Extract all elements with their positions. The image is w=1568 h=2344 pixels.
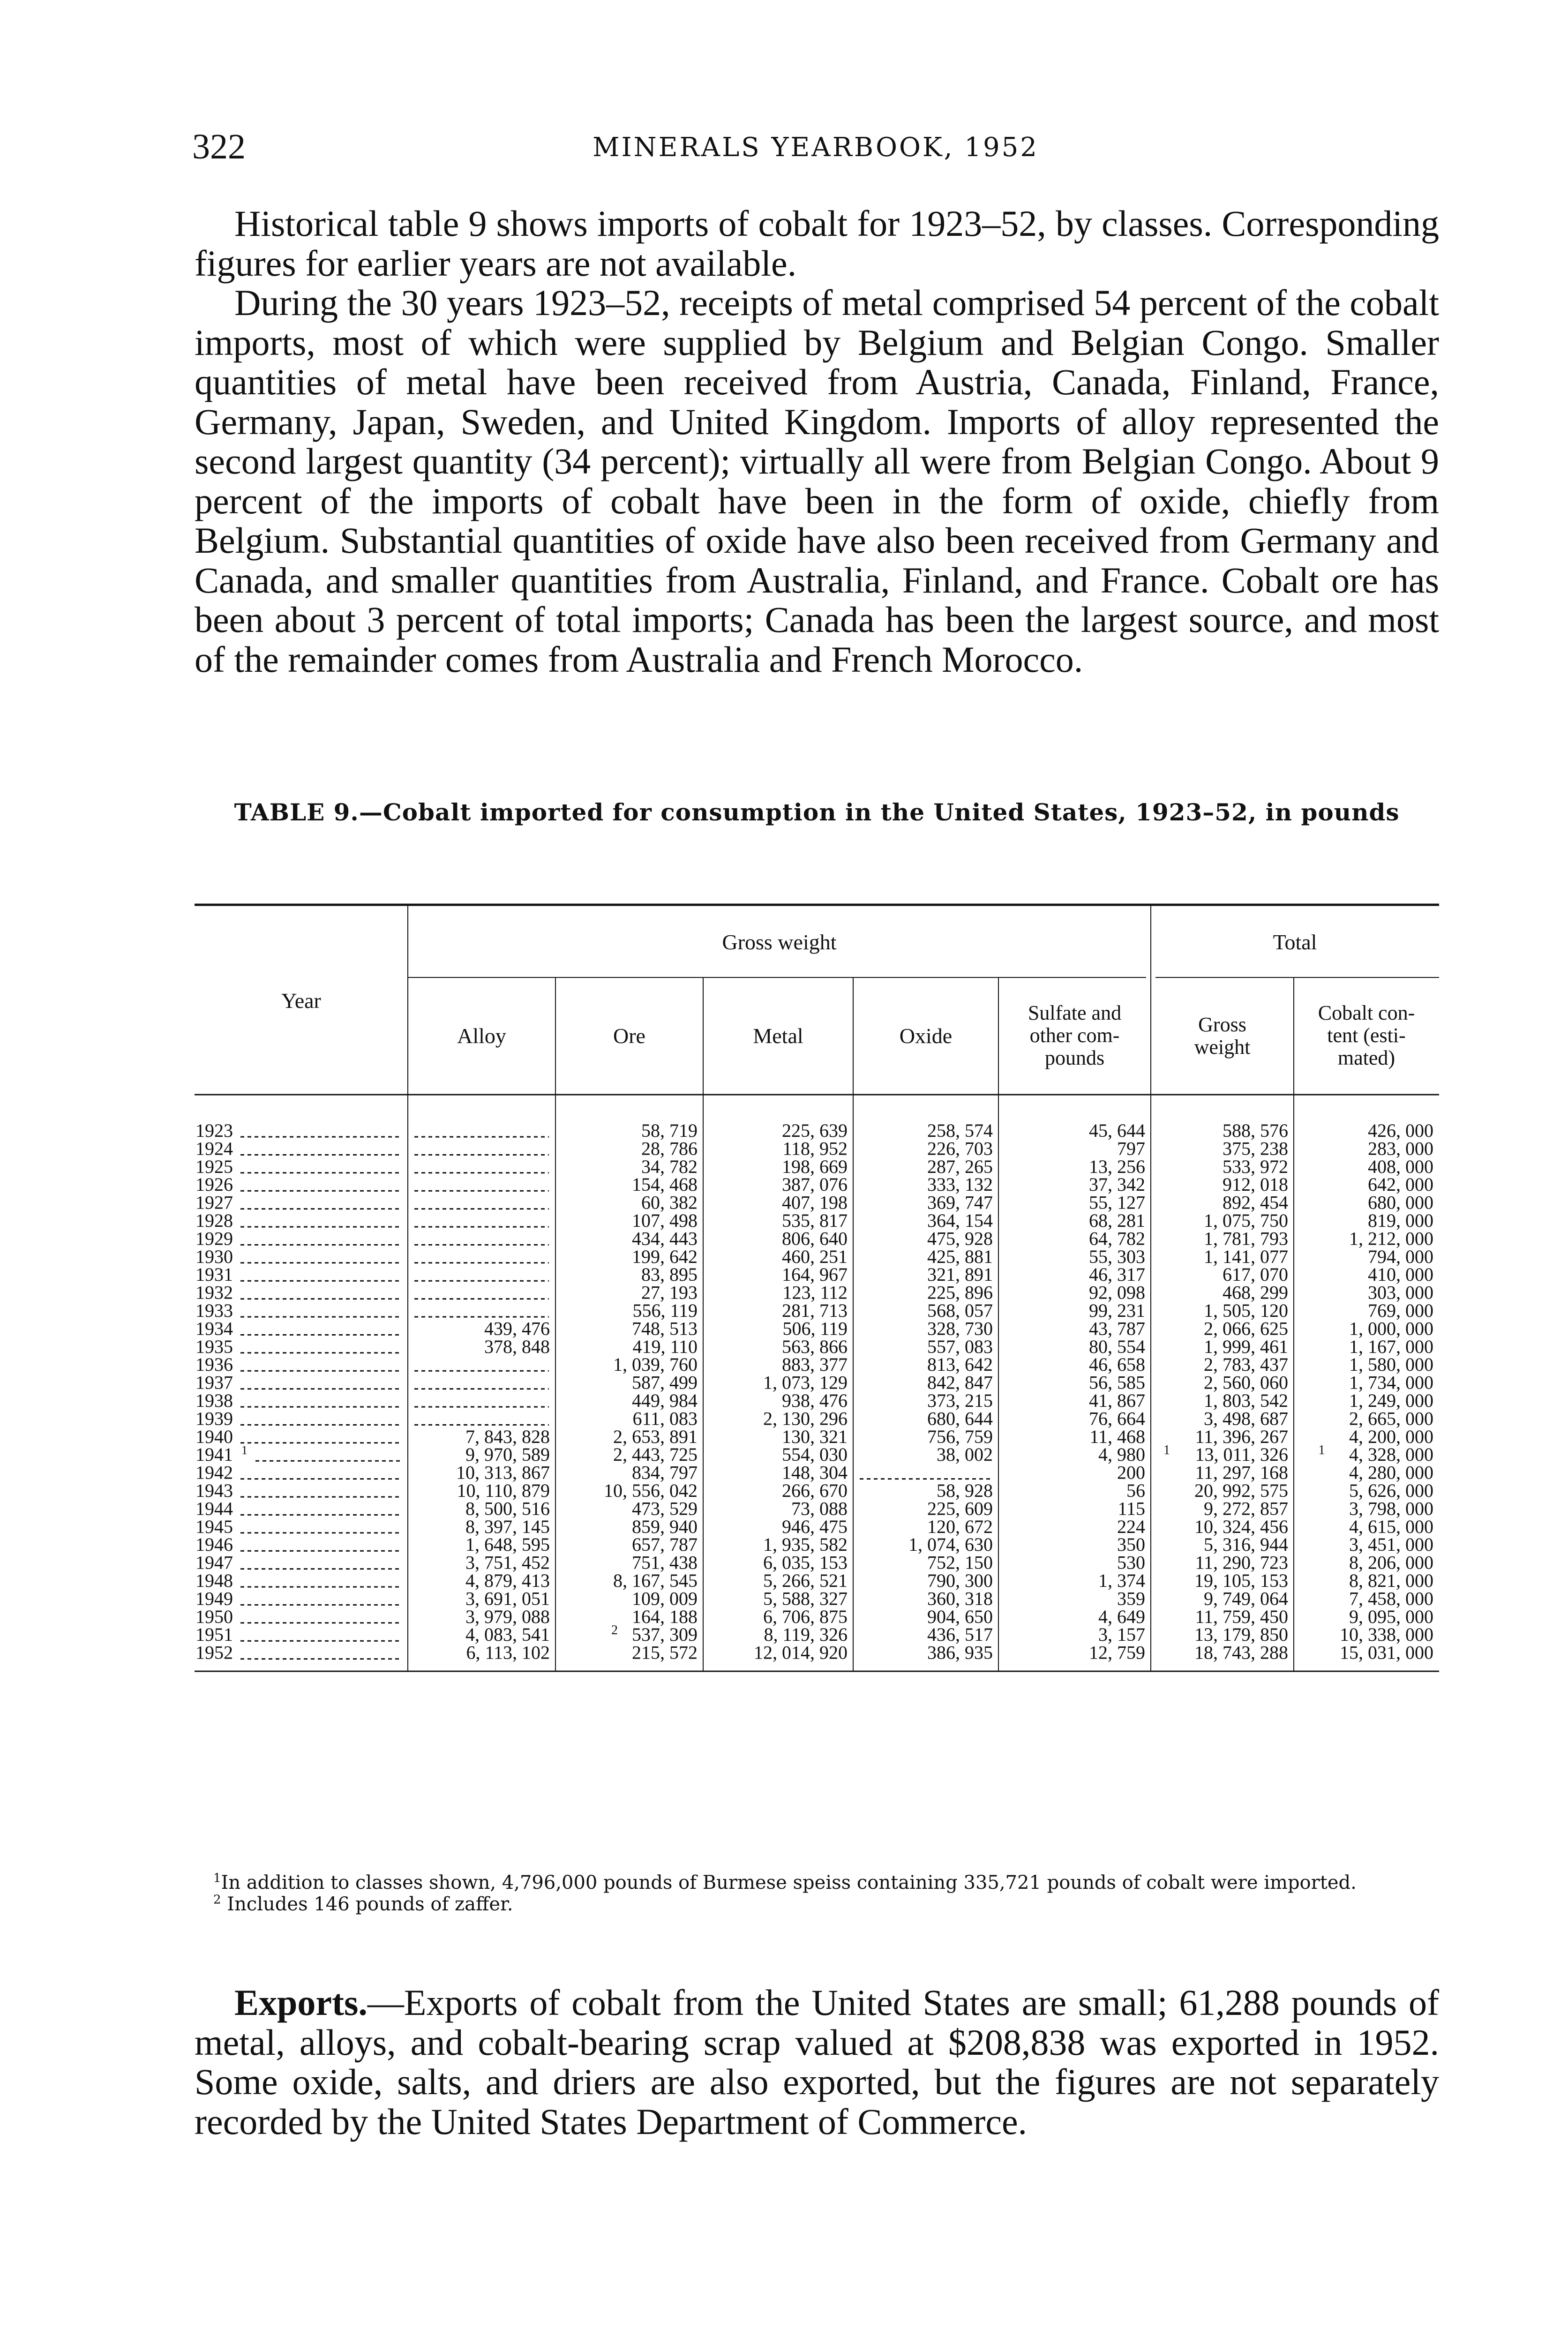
cell-sulfate: 55, 303: [1089, 1246, 1145, 1267]
cell-ore: 449, 984: [632, 1390, 698, 1411]
cell-gross: 617, 070: [1223, 1264, 1288, 1285]
cell-metal: 938, 476: [782, 1390, 848, 1411]
header-cobalt-content-line: Cobalt con-: [1318, 1001, 1415, 1024]
cell-oxide: 842, 847: [927, 1372, 993, 1393]
footnote-1-text: In addition to classes shown, 4,796,000 pounds of Burmese speiss containing 335,721 pounds of cobalt were imported.: [221, 1872, 1357, 1893]
cell-alloy: 8, 397, 145: [465, 1516, 550, 1537]
cell-sulfate: 41, 867: [1089, 1390, 1145, 1411]
cell-sulfate: 3, 157: [1098, 1624, 1145, 1645]
cell-sulfate: 99, 231: [1089, 1300, 1145, 1321]
header-metal: Metal: [753, 1024, 803, 1048]
cell-alloy: 378, 848: [484, 1336, 550, 1357]
cell-cobalt: 10, 338, 000: [1340, 1624, 1433, 1645]
header-sulfate-line: pounds: [1044, 1046, 1105, 1069]
cell-ore: 748, 513: [632, 1318, 698, 1339]
cell-oxide: 225, 609: [927, 1498, 993, 1519]
cell-year: 1941: [195, 1444, 233, 1465]
header-cobalt-content-line: mated): [1337, 1046, 1395, 1069]
cell-oxide: 752, 150: [927, 1552, 993, 1573]
cell-ore: 28, 786: [641, 1138, 698, 1159]
cell-cobalt: 7, 458, 000: [1349, 1588, 1433, 1609]
intro-paragraph-2: During the 30 years 1923–52, receipts of metal comprised 54 percent of the cobalt imports, most of which were supplied by Belgium and Belgian Congo. Smaller quantities of metal have been received from Austria, Canada, Finland, France, Germany, Japan, Sweden, and United Kingdom. Imports of alloy represented the second largest quantity (34 percent); virtually all were from Belgian Congo. About 9 percent of the imports of cobalt have been in the form of oxide, chiefly from Belgium. Substantial quantities of oxide have also been received from Germany and Canada, and smaller quantities from Australia, Finland, and France. Cobalt ore has been about 3 percent of total imports; Canada has been the largest source, and most of the remainder comes from Australia and French Morocco.: [195, 282, 1439, 680]
cell-sulfate: 4, 980: [1098, 1444, 1145, 1465]
cell-sulfate: 80, 554: [1089, 1336, 1145, 1357]
cell-year: 1947: [195, 1552, 233, 1573]
cell-cobalt: 1, 249, 000: [1349, 1390, 1433, 1411]
cell-gross: 1, 141, 077: [1204, 1246, 1288, 1267]
cell-oxide: 321, 891: [927, 1264, 993, 1285]
cell-gross: 19, 105, 153: [1194, 1570, 1288, 1591]
cell-alloy: 4, 879, 413: [465, 1570, 550, 1591]
cell-year: 1952: [195, 1642, 233, 1663]
header-oxide: Oxide: [899, 1024, 953, 1048]
cell-sulfate: 76, 664: [1089, 1408, 1145, 1429]
cell-year: 1950: [195, 1606, 233, 1627]
cell-year: 1928: [195, 1210, 233, 1231]
cell-sulfate: 797: [1117, 1138, 1145, 1159]
cell-year: 1932: [195, 1282, 233, 1303]
cell-cobalt: 794, 000: [1368, 1246, 1433, 1267]
cell-year: 1925: [195, 1156, 233, 1177]
cell-cobalt: 408, 000: [1368, 1156, 1433, 1177]
cell-sulfate: 46, 658: [1089, 1354, 1145, 1375]
cell-cobalt: 8, 821, 000: [1349, 1570, 1433, 1591]
footnotes: [195, 1873, 1439, 1916]
cell-year: 1944: [195, 1498, 233, 1519]
header-ore: Ore: [613, 1024, 645, 1048]
cell-oxide: 386, 935: [927, 1642, 993, 1663]
table-row: [195, 1642, 1433, 1663]
exports-heading: Exports.: [234, 1982, 368, 2023]
cell-oxide: 1, 074, 630: [908, 1534, 993, 1555]
cell-oxide: 328, 730: [927, 1318, 993, 1339]
cell-ore: 2, 443, 725: [613, 1444, 698, 1465]
cell-year: 1946: [195, 1534, 233, 1555]
cell-ore: 60, 382: [641, 1192, 698, 1213]
cell-cobalt: 4, 280, 000: [1349, 1462, 1433, 1483]
header-gross-weight: Gross weight: [722, 930, 837, 954]
cell-year: 1940: [195, 1426, 233, 1447]
page-number: 322: [192, 127, 246, 166]
cell-metal: 130, 321: [782, 1426, 848, 1447]
cell-oxide: 38, 002: [937, 1444, 993, 1465]
cell-oxide: 369, 747: [927, 1192, 993, 1213]
cell-gross: 912, 018: [1223, 1174, 1288, 1195]
cell-oxide: 904, 650: [927, 1606, 993, 1627]
cell-metal: 118, 952: [782, 1138, 848, 1159]
intro-paragraph-1: Historical table 9 shows imports of cobalt for 1923–52, by classes. Corresponding figures for earlier years are not available.: [195, 203, 1439, 284]
cell-ore: 27, 193: [641, 1282, 698, 1303]
footnote-2-mark: 2: [213, 1893, 221, 1907]
cell-gross: 2, 066, 625: [1204, 1318, 1288, 1339]
cell-alloy: 1, 648, 595: [465, 1534, 550, 1555]
cell-metal: 387, 076: [782, 1174, 848, 1195]
cell-sulfate: 56: [1126, 1480, 1145, 1501]
cell-metal: 281, 713: [782, 1300, 848, 1321]
cell-sulfate: 45, 644: [1089, 1120, 1145, 1141]
cell-year: 1939: [195, 1408, 233, 1429]
cell-sulfate: 56, 585: [1089, 1372, 1145, 1393]
cell-cobalt: 15, 031, 000: [1340, 1642, 1433, 1663]
cell-gross: 3, 498, 687: [1204, 1408, 1288, 1429]
cell-gross: 2, 560, 060: [1204, 1372, 1288, 1393]
cell-year: 1935: [195, 1336, 233, 1357]
cell-metal: 198, 669: [782, 1156, 848, 1177]
cell-oxide: 475, 928: [927, 1228, 993, 1249]
cell-metal: 266, 670: [782, 1480, 848, 1501]
exports-paragraph: [195, 1983, 1439, 2141]
cell-sulfate: 530: [1117, 1552, 1145, 1573]
header-total: Total: [1273, 930, 1317, 954]
cell-sulfate: 350: [1117, 1534, 1145, 1555]
cell-year: 1936: [195, 1354, 233, 1375]
cell-gross: 13, 179, 850: [1194, 1624, 1288, 1645]
cell-metal: 8, 119, 326: [764, 1624, 848, 1645]
cell-ore: 419, 110: [632, 1336, 698, 1357]
cell-gross: 5, 316, 944: [1204, 1534, 1288, 1555]
cell-gross: 11, 759, 450: [1195, 1606, 1288, 1627]
cell-metal: 1, 073, 129: [763, 1372, 848, 1393]
cell-ore: 834, 797: [632, 1462, 698, 1483]
cell-sulfate: 4, 649: [1098, 1606, 1145, 1627]
cell-year: 1931: [195, 1264, 233, 1285]
cell-oxide: 225, 896: [927, 1282, 993, 1303]
cell-sulfate: 115: [1118, 1498, 1145, 1519]
cell-ore: 537, 309: [632, 1624, 698, 1645]
cell-year: 1927: [195, 1192, 233, 1213]
cell-ore: 10, 556, 042: [604, 1480, 698, 1501]
cell-oxide: 58, 928: [937, 1480, 993, 1501]
cell-sulfate: 46, 317: [1089, 1264, 1145, 1285]
cell-metal: 554, 030: [782, 1444, 848, 1465]
cell-gross: 1, 781, 793: [1204, 1228, 1288, 1249]
footnote-1: [195, 1873, 1439, 1893]
cell-sulfate: 224: [1117, 1516, 1145, 1537]
table-header: [281, 930, 1415, 1069]
cell-ore: 215, 572: [632, 1642, 698, 1663]
cell-ore: 657, 787: [632, 1534, 698, 1555]
footnote-ref: 1: [1163, 1443, 1170, 1458]
cell-alloy: 3, 691, 051: [465, 1588, 550, 1609]
cell-metal: 1, 935, 582: [763, 1534, 848, 1555]
cell-sulfate: 92, 098: [1089, 1282, 1145, 1303]
cell-gross: 18, 743, 288: [1194, 1642, 1288, 1663]
cell-ore: 473, 529: [632, 1498, 698, 1519]
cell-oxide: 333, 132: [927, 1174, 993, 1195]
cell-sulfate: 37, 342: [1089, 1174, 1145, 1195]
cell-gross: 9, 272, 857: [1204, 1498, 1288, 1519]
cell-ore: 1, 039, 760: [613, 1354, 698, 1375]
cell-oxide: 680, 644: [927, 1408, 993, 1429]
cell-year: 1949: [195, 1588, 233, 1609]
cell-metal: 5, 588, 327: [763, 1588, 848, 1609]
cell-cobalt: 1, 000, 000: [1349, 1318, 1433, 1339]
cell-ore: 556, 119: [632, 1300, 698, 1321]
cell-gross: 892, 454: [1223, 1192, 1288, 1213]
footnote-ref: 1: [241, 1443, 248, 1457]
footnote-ref: 1: [1318, 1443, 1325, 1458]
header-gross-total-line: weight: [1194, 1036, 1251, 1059]
cell-sulfate: 43, 787: [1089, 1318, 1145, 1339]
cell-cobalt: 1, 167, 000: [1349, 1336, 1433, 1357]
cell-sulfate: 68, 281: [1089, 1210, 1145, 1231]
cell-gross: 468, 299: [1223, 1282, 1288, 1303]
cell-year: 1937: [195, 1372, 233, 1393]
cell-gross: 375, 238: [1223, 1138, 1288, 1159]
cell-ore: 109, 009: [632, 1588, 698, 1609]
header-alloy: Alloy: [457, 1024, 506, 1048]
cell-year: 1943: [195, 1480, 233, 1501]
cell-gross: 2, 783, 437: [1204, 1354, 1288, 1375]
cell-metal: 6, 706, 875: [763, 1606, 848, 1627]
cell-year: 1933: [195, 1300, 233, 1321]
cell-gross: 1, 075, 750: [1204, 1210, 1288, 1231]
header-gross-total-line: Gross: [1198, 1013, 1246, 1036]
cell-ore: 611, 083: [632, 1408, 698, 1429]
cell-ore: 154, 468: [632, 1174, 698, 1195]
cell-ore: 34, 782: [641, 1156, 698, 1177]
cell-oxide: 360, 318: [927, 1588, 993, 1609]
cell-ore: 587, 499: [632, 1372, 698, 1393]
cell-oxide: 258, 574: [927, 1120, 993, 1141]
cell-oxide: 436, 517: [927, 1624, 993, 1645]
cell-metal: 883, 377: [782, 1354, 848, 1375]
cell-cobalt: 642, 000: [1368, 1174, 1433, 1195]
cell-gross: 11, 396, 267: [1195, 1426, 1288, 1447]
cell-metal: 148, 304: [782, 1462, 848, 1483]
cell-cobalt: 4, 200, 000: [1349, 1426, 1433, 1447]
cell-year: 1923: [195, 1120, 233, 1141]
cell-cobalt: 2, 665, 000: [1349, 1408, 1433, 1429]
cell-alloy: 10, 313, 867: [456, 1462, 550, 1483]
cell-gross: 1, 999, 461: [1204, 1336, 1288, 1357]
cell-oxide: 287, 265: [927, 1156, 993, 1177]
cell-cobalt: 1, 580, 000: [1349, 1354, 1433, 1375]
cell-cobalt: 426, 000: [1368, 1120, 1433, 1141]
cell-year: 1942: [195, 1462, 233, 1483]
cell-metal: 2, 130, 296: [763, 1408, 848, 1429]
cell-oxide: 373, 215: [927, 1390, 993, 1411]
cell-metal: 806, 640: [782, 1228, 848, 1249]
cell-ore: 434, 443: [632, 1228, 698, 1249]
cell-oxide: 790, 300: [927, 1570, 993, 1591]
cell-ore: 164, 188: [632, 1606, 698, 1627]
cell-gross: 1, 505, 120: [1204, 1300, 1288, 1321]
cell-ore: 859, 940: [632, 1516, 698, 1537]
cell-metal: 946, 475: [782, 1516, 848, 1537]
cell-sulfate: 12, 759: [1089, 1642, 1145, 1663]
cell-oxide: 557, 083: [927, 1336, 993, 1357]
cell-alloy: 4, 083, 541: [465, 1624, 550, 1645]
cell-cobalt: 1, 212, 000: [1349, 1228, 1433, 1249]
cell-sulfate: 64, 782: [1089, 1228, 1145, 1249]
cell-year: 1929: [195, 1228, 233, 1249]
table-body: [195, 1120, 1433, 1663]
cell-oxide: 364, 154: [927, 1210, 993, 1231]
cell-year: 1934: [195, 1318, 233, 1339]
cell-ore: 2, 653, 891: [613, 1426, 698, 1447]
cell-cobalt: 8, 206, 000: [1349, 1552, 1433, 1573]
table-title: TABLE 9.—Cobalt imported for consumption in the United States, 1923–52, in pounds: [234, 798, 1400, 826]
cell-sulfate: 13, 256: [1089, 1156, 1145, 1177]
cell-cobalt: 4, 615, 000: [1349, 1516, 1433, 1537]
cell-cobalt: 303, 000: [1368, 1282, 1433, 1303]
cell-year: 1948: [195, 1570, 233, 1591]
cell-year: 1945: [195, 1516, 233, 1537]
cell-alloy: 8, 500, 516: [465, 1498, 550, 1519]
cell-gross: 20, 992, 575: [1194, 1480, 1288, 1501]
cell-ore: 83, 895: [641, 1264, 698, 1285]
cell-metal: 5, 266, 521: [763, 1570, 848, 1591]
cell-sulfate: 11, 468: [1089, 1426, 1145, 1447]
cell-oxide: 425, 881: [927, 1246, 993, 1267]
cell-metal: 12, 014, 920: [754, 1642, 848, 1663]
cell-gross: 588, 576: [1223, 1120, 1288, 1141]
footnote-1-mark: 1: [213, 1871, 221, 1886]
cell-alloy: 10, 110, 879: [457, 1480, 550, 1501]
cell-metal: 123, 112: [782, 1282, 848, 1303]
cell-ore: 107, 498: [632, 1210, 698, 1231]
cell-gross: 13, 011, 326: [1195, 1444, 1288, 1465]
cell-year: 1951: [195, 1624, 233, 1645]
cell-alloy: 6, 113, 102: [466, 1642, 550, 1663]
cell-alloy: 7, 843, 828: [465, 1426, 550, 1447]
cell-year: 1938: [195, 1390, 233, 1411]
cell-gross: 11, 297, 168: [1195, 1462, 1288, 1483]
footnote-2: [195, 1894, 1439, 1914]
cell-year: 1924: [195, 1138, 233, 1159]
cell-cobalt: 3, 798, 000: [1349, 1498, 1433, 1519]
header-year: Year: [281, 989, 321, 1013]
footnote-ref: 2: [611, 1623, 618, 1638]
footnote-2-text: Includes 146 pounds of zaffer.: [227, 1893, 513, 1915]
cell-alloy: 3, 979, 088: [465, 1606, 550, 1627]
cell-cobalt: 410, 000: [1368, 1264, 1433, 1285]
cell-oxide: 756, 759: [927, 1426, 993, 1447]
cell-oxide: 813, 642: [927, 1354, 993, 1375]
cell-cobalt: 1, 734, 000: [1349, 1372, 1433, 1393]
cell-gross: 1, 803, 542: [1204, 1390, 1288, 1411]
cell-cobalt: 769, 000: [1368, 1300, 1433, 1321]
cell-alloy: 3, 751, 452: [465, 1552, 550, 1573]
cell-metal: 563, 866: [782, 1336, 848, 1357]
cell-sulfate: 200: [1117, 1462, 1145, 1483]
cell-cobalt: 819, 000: [1368, 1210, 1433, 1231]
cell-gross: 533, 972: [1223, 1156, 1288, 1177]
cell-metal: 460, 251: [782, 1246, 848, 1267]
cell-metal: 407, 198: [782, 1192, 848, 1213]
cell-metal: 73, 088: [791, 1498, 848, 1519]
cell-cobalt: 283, 000: [1368, 1138, 1433, 1159]
cell-gross: 9, 749, 064: [1204, 1588, 1288, 1609]
cell-cobalt: 3, 451, 000: [1349, 1534, 1433, 1555]
cell-oxide: 226, 703: [927, 1138, 993, 1159]
cell-sulfate: 1, 374: [1098, 1570, 1145, 1591]
cell-oxide: 568, 057: [927, 1300, 993, 1321]
cell-ore: 58, 719: [641, 1120, 698, 1141]
header-cobalt-content-line: tent (esti-: [1327, 1024, 1406, 1047]
cell-ore: 751, 438: [632, 1552, 698, 1573]
header-sulfate-line: Sulfate and: [1028, 1001, 1122, 1024]
exports-text: —Exports of cobalt from the United States are small; 61,288 pounds of metal, alloys, and cobalt-bearing scrap valued at $208,838 was exported in 1952. Some oxide, salts, and driers are also exported, but the figures are not separately recorded by the United States Department of Commerce.: [195, 1982, 1439, 2142]
cell-gross: 11, 290, 723: [1195, 1552, 1288, 1573]
cell-metal: 535, 817: [782, 1210, 848, 1231]
cell-cobalt: 680, 000: [1368, 1192, 1433, 1213]
cell-alloy: 9, 970, 589: [465, 1444, 550, 1465]
cell-alloy: 439, 476: [484, 1318, 550, 1339]
cell-year: 1926: [195, 1174, 233, 1195]
cell-oxide: 120, 672: [927, 1516, 993, 1537]
cell-cobalt: 4, 328, 000: [1349, 1444, 1433, 1465]
cell-metal: 164, 967: [782, 1264, 848, 1285]
cell-cobalt: 5, 626, 000: [1349, 1480, 1433, 1501]
cell-metal: 225, 639: [782, 1120, 848, 1141]
cell-cobalt: 9, 095, 000: [1349, 1606, 1433, 1627]
cell-ore: 8, 167, 545: [613, 1570, 698, 1591]
cell-metal: 506, 119: [782, 1318, 848, 1339]
cell-sulfate: 359: [1117, 1588, 1145, 1609]
cell-gross: 10, 324, 456: [1194, 1516, 1288, 1537]
cell-year: 1930: [195, 1246, 233, 1267]
header-sulfate-line: other com-: [1029, 1024, 1120, 1047]
cell-ore: 199, 642: [632, 1246, 698, 1267]
cell-metal: 6, 035, 153: [763, 1552, 848, 1573]
cell-sulfate: 55, 127: [1089, 1192, 1145, 1213]
journal-title: MINERALS YEARBOOK, 1952: [593, 132, 1039, 163]
